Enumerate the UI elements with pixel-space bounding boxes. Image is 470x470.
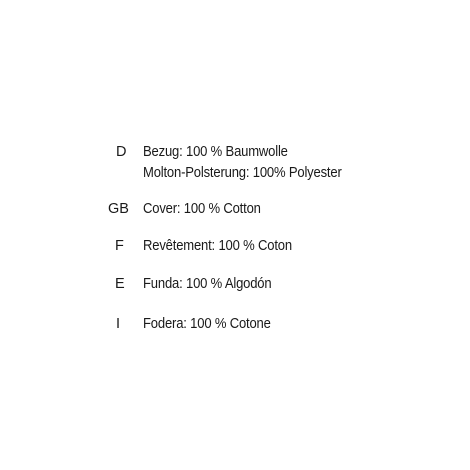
language-code: GB — [108, 201, 129, 217]
entry-text — [143, 142, 342, 184]
text-line: Funda: 100 % Algodón — [143, 276, 272, 292]
text-line: Molton-Polsterung: 100% Polyester — [143, 165, 342, 181]
text-line: Bezug: 100 % Baumwolle — [143, 144, 288, 160]
language-code: D — [116, 144, 127, 160]
text-line: Fodera: 100 % Cotone — [143, 316, 271, 332]
entry-text — [143, 236, 292, 257]
language-code: E — [115, 276, 125, 292]
language-code: I — [116, 316, 121, 332]
language-code: F — [115, 238, 124, 254]
entry-text — [143, 199, 261, 220]
text-line: Cover: 100 % Cotton — [143, 201, 261, 217]
entry-text — [143, 274, 271, 295]
text-line: Revêtement: 100 % Coton — [143, 238, 292, 254]
entry-text — [143, 314, 271, 335]
